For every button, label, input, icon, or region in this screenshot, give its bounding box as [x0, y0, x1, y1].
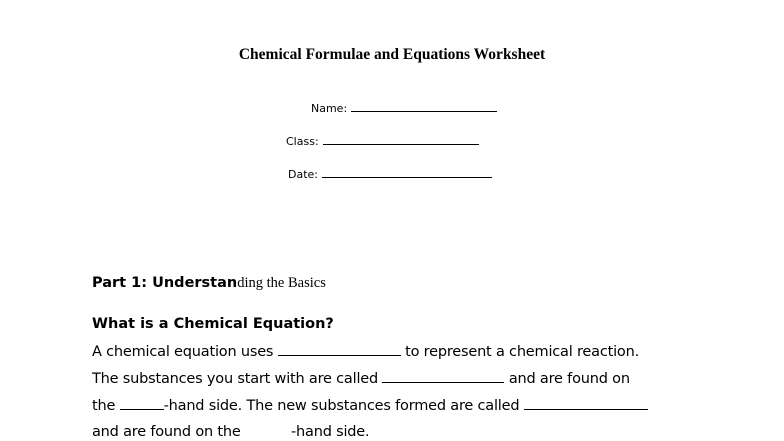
- name-label: Name:: [311, 102, 348, 115]
- paragraph-line-4: [92, 424, 369, 440]
- part1-heading: [92, 274, 326, 292]
- line2-text-b: and are found on: [504, 371, 630, 387]
- date-blank[interactable]: [322, 168, 492, 178]
- date-label: Date:: [288, 168, 318, 181]
- part1-heading-regular: ding the Basics: [237, 275, 326, 291]
- paragraph-line-2: [92, 370, 630, 387]
- class-blank[interactable]: [323, 135, 479, 145]
- blank-3[interactable]: [120, 397, 164, 410]
- line3-text-b: -hand side. The new substances formed are called: [163, 398, 524, 414]
- name-field: [311, 102, 497, 115]
- class-label: Class:: [286, 135, 319, 148]
- paragraph-line-3: [92, 397, 648, 414]
- line4-text-a: and are found on the: [92, 424, 245, 440]
- line4-text-b: -hand side.: [291, 424, 370, 440]
- line1-text-a: A chemical equation uses: [92, 344, 278, 360]
- line1-text-b: to represent a chemical reaction.: [400, 344, 639, 360]
- blank-1[interactable]: [278, 343, 401, 356]
- name-blank[interactable]: [351, 102, 497, 112]
- worksheet-title: Chemical Formulae and Equations Worksheet: [238, 46, 546, 63]
- paragraph-line-1: [92, 343, 639, 360]
- class-field: [286, 135, 479, 148]
- blank-4[interactable]: [524, 397, 648, 410]
- blank-2[interactable]: [382, 370, 504, 383]
- part1-heading-bold: Part 1: Understan: [92, 275, 238, 291]
- line2-text-a: The substances you start with are called: [92, 371, 383, 387]
- section-heading: What is a Chemical Equation?: [92, 316, 334, 332]
- line3-text-a: the: [92, 398, 120, 414]
- date-field: [288, 168, 492, 181]
